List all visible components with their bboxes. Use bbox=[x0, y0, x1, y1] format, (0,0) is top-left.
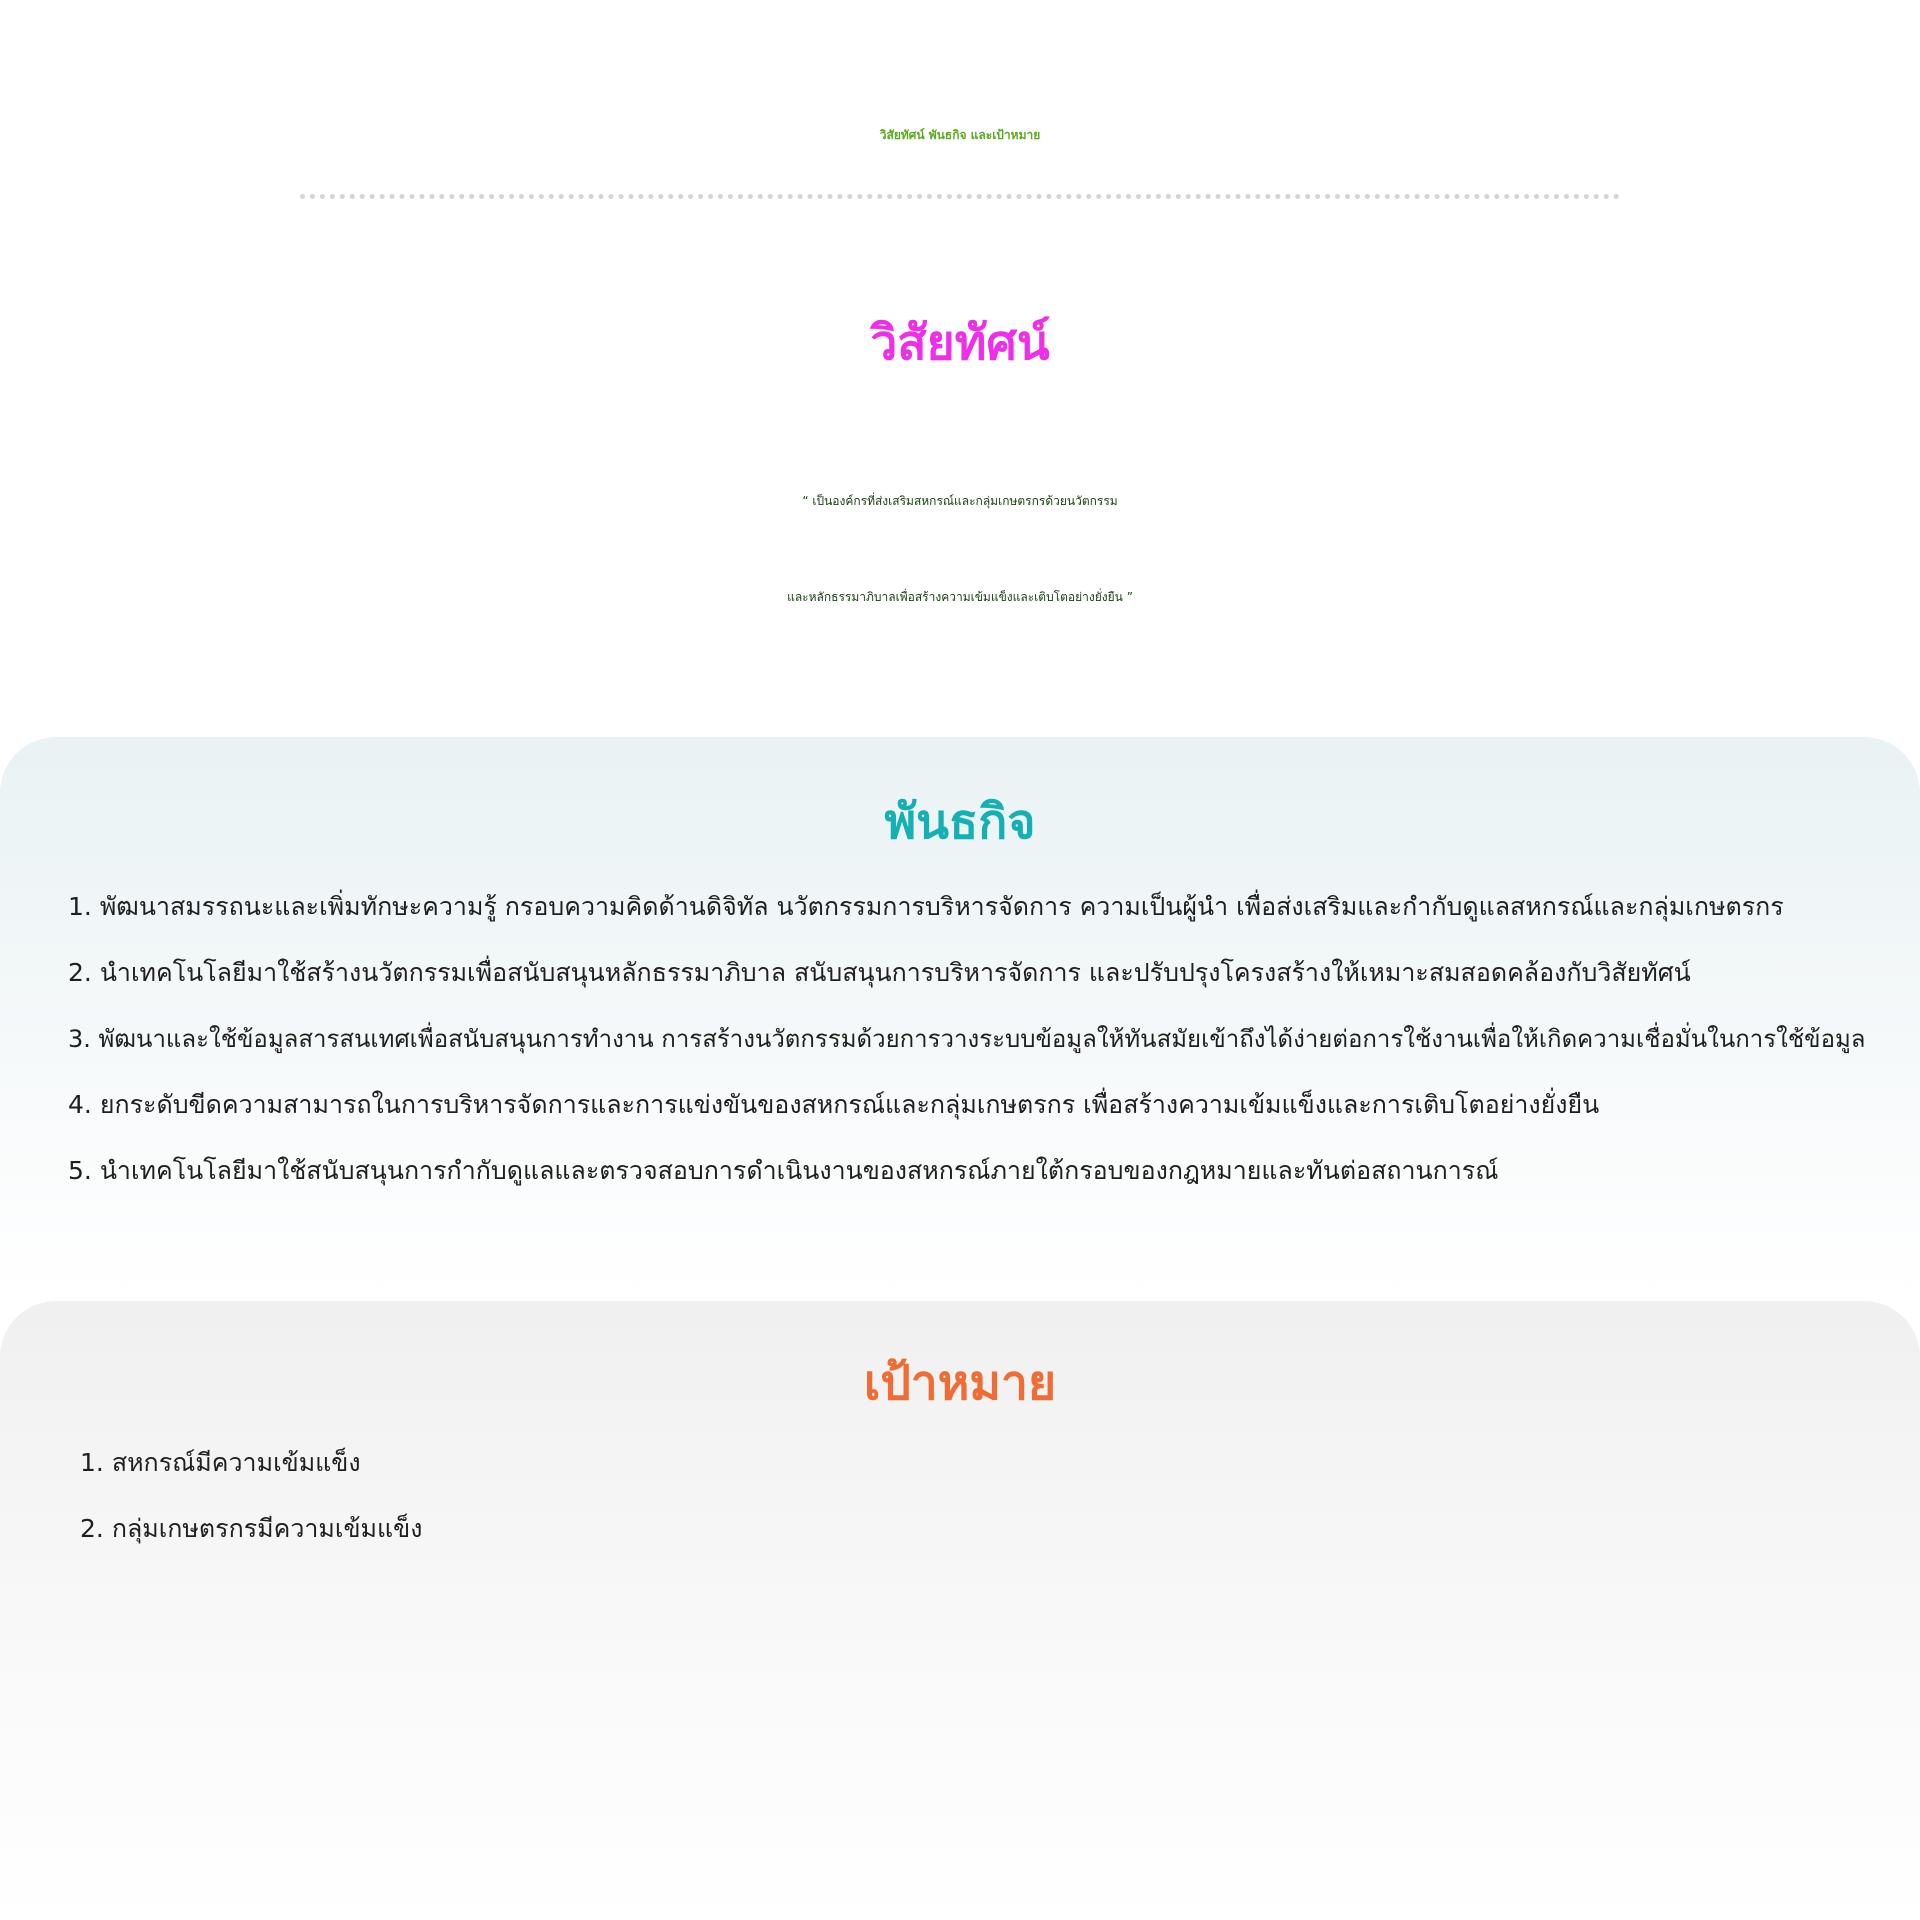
goal-item bbox=[80, 1443, 1780, 1509]
goal-item-text: กลุ่มเกษตรกรมีความเข้มแข็ง bbox=[111, 1514, 423, 1543]
goal-item bbox=[80, 1509, 1780, 1575]
mission-item-text: นำเทคโนโลยีมาใช้สนับสนุนการกำกับดูแลและตรวจสอบการดำเนินงานของสหกรณ์ภายใต้กรอบของกฎหมายและทันต่อสถานการณ์ bbox=[99, 1156, 1499, 1185]
mission-section bbox=[0, 737, 1920, 1300]
goal-item-number: 1. bbox=[80, 1448, 104, 1477]
mission-item-number: 5. bbox=[68, 1156, 92, 1185]
vision-statement-line-1: “ เป็นองค์กรที่ส่งเสริมสหกรณ์และกลุ่มเกษตรกรด้วยนวัตกรรม bbox=[802, 494, 1118, 508]
mission-item-text: นำเทคโนโลยีมาใช้สร้างนวัตกรรมเพื่อสนับสนุนหลักธรรมาภิบาล สนับสนุนการบริหารจัดการ และปรับปรุงโครงสร้างให้เหมาะสมสอดคล้องกับวิสัยทัศน์ bbox=[99, 958, 1691, 987]
mission-item bbox=[68, 1151, 1868, 1217]
title-divider bbox=[300, 194, 1620, 199]
mission-item bbox=[68, 1019, 1868, 1085]
mission-item bbox=[68, 1085, 1868, 1151]
mission-list bbox=[68, 887, 1868, 1217]
goal-list bbox=[80, 1443, 1780, 1575]
mission-item bbox=[68, 953, 1868, 1019]
goal-item-number: 2. bbox=[80, 1514, 104, 1543]
goal-heading: เป้าหมาย bbox=[863, 1355, 1057, 1411]
mission-item-number: 3. bbox=[68, 1025, 91, 1053]
mission-item-number: 1. bbox=[68, 892, 92, 921]
vision-heading: วิสัยทัศน์ bbox=[870, 315, 1050, 371]
mission-item-text: พัฒนาสมรรถนะและเพิ่มทักษะความรู้ กรอบความคิดด้านดิจิทัล นวัตกรรมการบริหารจัดการ ความเป็นผู้นำ เพื่อส่งเสริมและกำกับดูแลสหกรณ์และกลุ่มเกษตรกร bbox=[99, 892, 1784, 921]
mission-item-text: พัฒนาและใช้ข้อมูลสารสนเทศเพื่อสนับสนุนการทำงาน การสร้างนวัตกรรมด้วยการวางระบบข้อมูลให้ทันสมัยเข้าถึงได้ง่ายต่อการใช้งานเพื่อให้เกิดความเชื่อมั่นในการใช้ข้อมูล bbox=[98, 1025, 1866, 1053]
mission-item bbox=[68, 887, 1868, 953]
vision-statement-line-2: และหลักธรรมาภิบาลเพื่อสร้างความเข้มแข็งและเติบโตอย่างยั่งยืน ” bbox=[787, 590, 1133, 604]
mission-item-number: 4. bbox=[68, 1090, 92, 1119]
mission-heading: พันธกิจ bbox=[884, 794, 1036, 850]
mission-item-number: 2. bbox=[68, 958, 92, 987]
mission-item-text: ยกระดับขีดความสามารถในการบริหารจัดการและการแข่งขันของสหกรณ์และกลุ่มเกษตรกร เพื่อสร้างความเข้มแข็งและการเติบโตอย่างยั่งยืน bbox=[99, 1090, 1600, 1119]
goal-item-text: สหกรณ์มีความเข้มแข็ง bbox=[111, 1448, 361, 1477]
page-title: วิสัยทัศน์ พันธกิจ และเป้าหมาย bbox=[879, 128, 1041, 142]
goal-section bbox=[0, 1301, 1920, 1920]
